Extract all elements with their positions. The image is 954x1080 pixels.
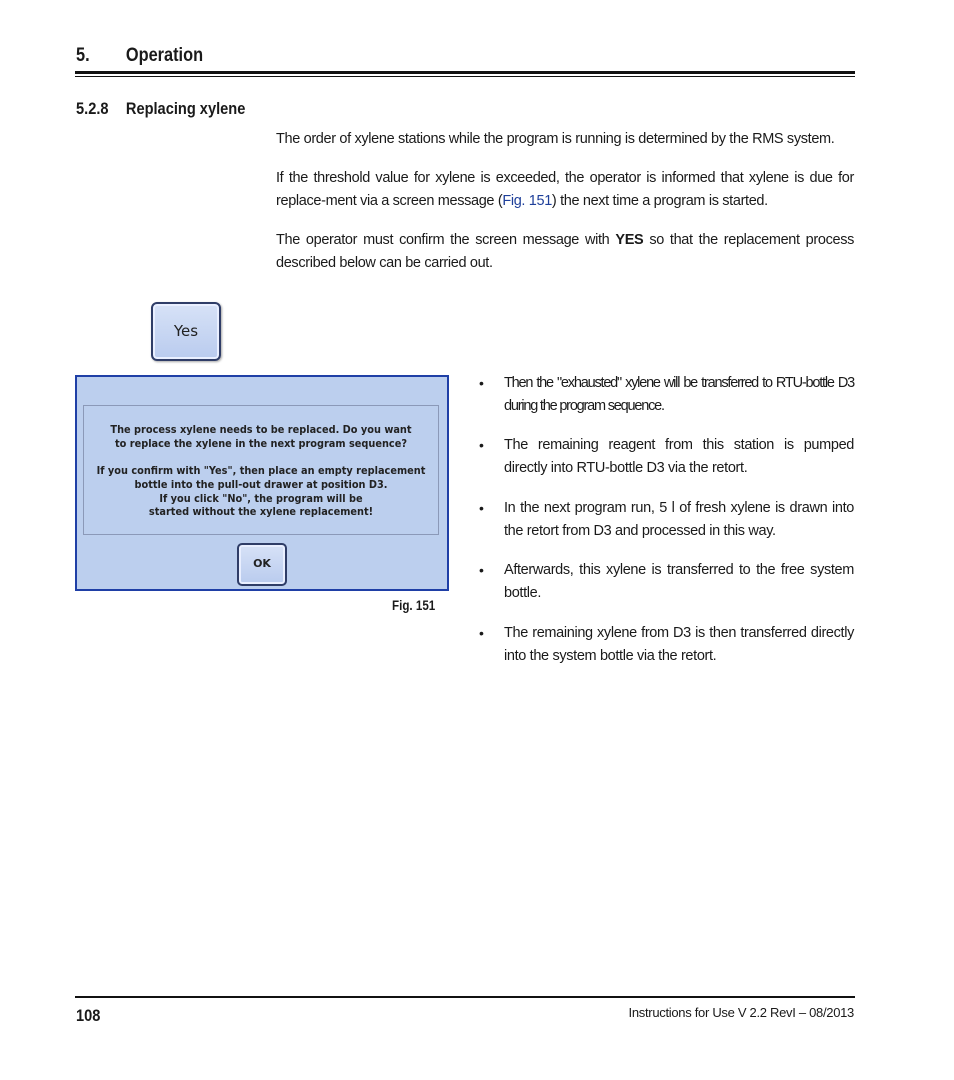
dialog-message-line: started without the xylene replacement! [148, 506, 374, 518]
bullet-marker: • [479, 437, 484, 453]
bullet-item: The remaining xylene from D3 is then transferred directly into the system bottle via the retort. [504, 625, 854, 664]
ok-button[interactable] [237, 543, 287, 586]
dialog-message-box [83, 405, 439, 535]
paragraph-rms: The order of xylene stations while the program is running is determined by the RMS system. [276, 131, 835, 147]
paragraph-confirm-text-b: so that the replacement process described below can be carried out. [276, 232, 854, 271]
figure-link[interactable]: Fig. 151 [502, 193, 552, 209]
paragraph-threshold [276, 167, 854, 213]
bullet-item-text: Then the "exhausted" xylene will be transferred to RTU-bottle D3 during the program sequence. [504, 375, 854, 414]
section-heading [76, 99, 420, 121]
bullet-marker: • [479, 562, 484, 578]
header-rule-thick [75, 71, 855, 74]
bullet-item: The remaining reagent from this station is pumped directly into RTU-bottle D3 via the retort. [504, 437, 854, 476]
header-rule-thin [75, 76, 855, 77]
paragraph-threshold-text-a: If the threshold value for xylene is exceeded, the operator is informed that xylene is due for replace-ment via a screen message ( [276, 170, 854, 209]
dialog-message-line: The process xylene needs to be replaced. Do you want [110, 424, 412, 436]
chapter-title: Operation [125, 45, 204, 66]
bullet-item [504, 372, 854, 418]
dialog-message-line: If you click "No", the program will be [159, 493, 363, 505]
bullet-marker: • [479, 375, 484, 391]
paragraph-threshold-text-b: ) the next time a program is started. [551, 193, 768, 209]
bullet-marker: • [479, 625, 484, 641]
paragraph-confirm [276, 229, 854, 275]
dialog-message-line: bottle into the pull-out drawer at position D3. [134, 479, 388, 491]
section-number: 5.2.8 [76, 99, 109, 118]
yes-keyword: YES [615, 232, 644, 248]
paragraph-confirm-text-a: The operator must confirm the screen message with [276, 232, 616, 248]
dialog-message-line: to replace the xylene in the next program sequence? [114, 438, 407, 450]
figure-caption: Fig. 151 [392, 598, 436, 613]
bullet-marker: • [479, 500, 484, 516]
bullet-item: In the next program run, 5 l of fresh xylene is drawn into the retort from D3 and processed in this way. [504, 500, 854, 539]
footer-rule [75, 996, 855, 998]
chapter-number: 5. [76, 45, 90, 66]
document-version: Instructions for Use V 2.2 RevI – 08/2013 [628, 1005, 854, 1020]
bullet-item: Afterwards, this xylene is transferred to the free system bottle. [504, 562, 854, 601]
chapter-heading [76, 45, 747, 69]
xylene-replacement-dialog [75, 375, 449, 591]
ok-button-label: OK [253, 557, 271, 570]
page-number: 108 [76, 1006, 101, 1025]
yes-button-label: Yes [173, 322, 199, 340]
section-title: Replacing xylene [125, 99, 246, 118]
yes-button[interactable] [151, 302, 221, 361]
dialog-message-line: If you confirm with "Yes", then place an empty replacement [96, 465, 426, 477]
